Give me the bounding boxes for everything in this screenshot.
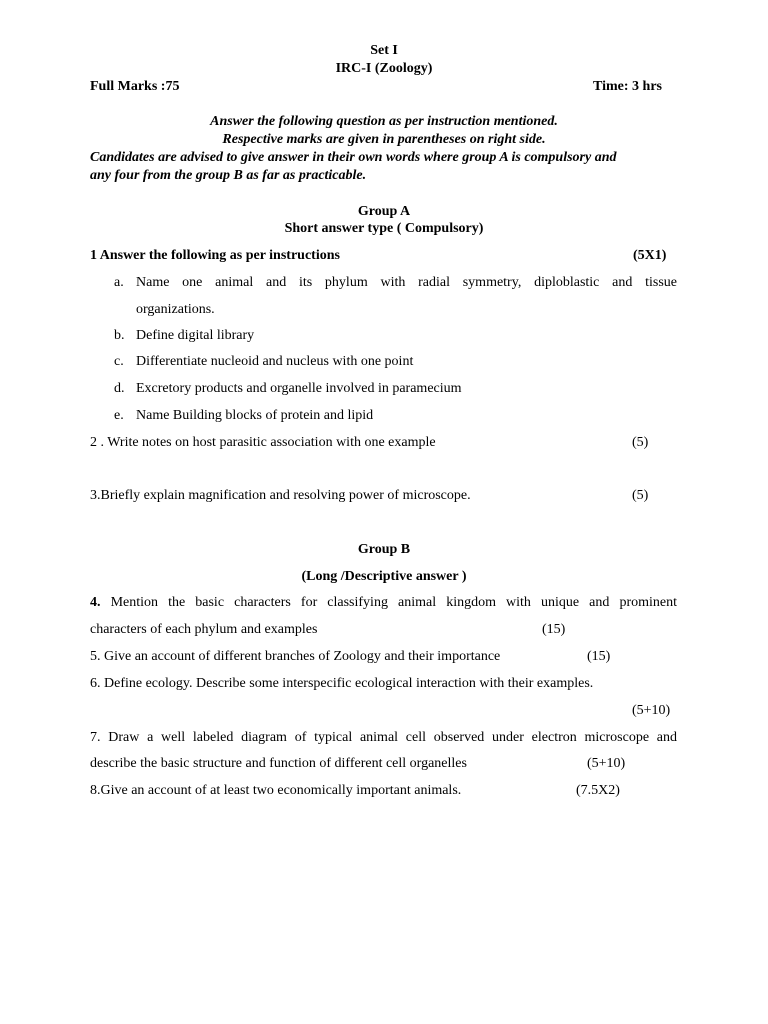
- question-7-line-2: describe the basic structure and function of different cell organelles: [90, 756, 467, 771]
- question-4-line-1: [90, 596, 677, 610]
- instruction-line-3: Candidates are advised to give answer in their own words where group A is compulsory and: [90, 150, 617, 165]
- question-4-number: 4.: [90, 595, 101, 610]
- question-1-text: 1 Answer the following as per instructions: [90, 248, 340, 263]
- list-item-label: a.: [114, 275, 124, 290]
- full-marks: Full Marks :75: [90, 79, 180, 94]
- question-3-text: 3.Briefly explain magnification and resolving power of microscope.: [90, 488, 471, 503]
- instruction-line-2: Respective marks are given in parentheses on right side.: [222, 132, 546, 147]
- list-item-text: Excretory products and organelle involved in paramecium: [136, 381, 462, 396]
- instruction-line-1: Answer the following question as per instruction mentioned.: [210, 114, 558, 129]
- question-1-marks: (5X1): [633, 248, 667, 263]
- question-8-text: 8.Give an account of at least two economically important animals.: [90, 783, 462, 798]
- group-b-subtitle: (Long /Descriptive answer ): [301, 569, 467, 584]
- group-a-title: Group A: [357, 204, 411, 219]
- group-a-subtitle: Short answer type ( Compulsory): [284, 221, 484, 236]
- question-6-marks: (5+10): [632, 703, 671, 718]
- list-item-text: Differentiate nucleoid and nucleus with one point: [136, 354, 414, 369]
- question-4-line-2: characters of each phylum and examples: [90, 622, 318, 637]
- question-4-body: Mention the basic characters for classifying animal kingdom with unique and prominent: [110, 595, 678, 610]
- list-item-label: d.: [114, 381, 125, 396]
- list-item-label: e.: [114, 408, 124, 423]
- question-5-marks: (15): [587, 649, 611, 664]
- group-b-title: Group B: [357, 542, 411, 557]
- question-3-marks: (5): [632, 488, 649, 503]
- list-item-text: Name Building blocks of protein and lipid: [136, 408, 374, 423]
- list-item-text: Name one animal and its phylum with radial symmetry, diploblastic and tissue: [136, 275, 677, 290]
- question-7-text: 7. Draw a well labeled diagram of typical animal cell observed under electron microscope and: [90, 730, 677, 745]
- question-5-text: 5. Give an account of different branches of Zoology and their importance: [90, 649, 501, 664]
- time-allowed: Time: 3 hrs: [593, 79, 662, 94]
- list-item-label: b.: [114, 328, 125, 343]
- question-4-marks: (15): [542, 622, 566, 637]
- instruction-line-4: any four from the group B as far as practicable.: [90, 168, 367, 183]
- subject-title: IRC-I (Zoology): [335, 61, 433, 76]
- question-2-marks: (5): [632, 435, 649, 450]
- question-7-marks: (5+10): [587, 756, 626, 771]
- question-4-text: [90, 596, 677, 610]
- question-2-text: 2 . Write notes on host parasitic association with one example: [90, 435, 436, 450]
- list-item-a-continuation: organizations.: [136, 302, 215, 317]
- question-8-marks: (7.5X2): [576, 783, 620, 798]
- question-6-text: 6. Define ecology. Describe some interspecific ecological interaction with their examples.: [90, 676, 594, 691]
- list-item-text: Define digital library: [136, 328, 255, 343]
- question-7-line-1: [90, 731, 677, 745]
- set-label: Set I: [370, 43, 398, 58]
- list-item-label: c.: [114, 354, 124, 369]
